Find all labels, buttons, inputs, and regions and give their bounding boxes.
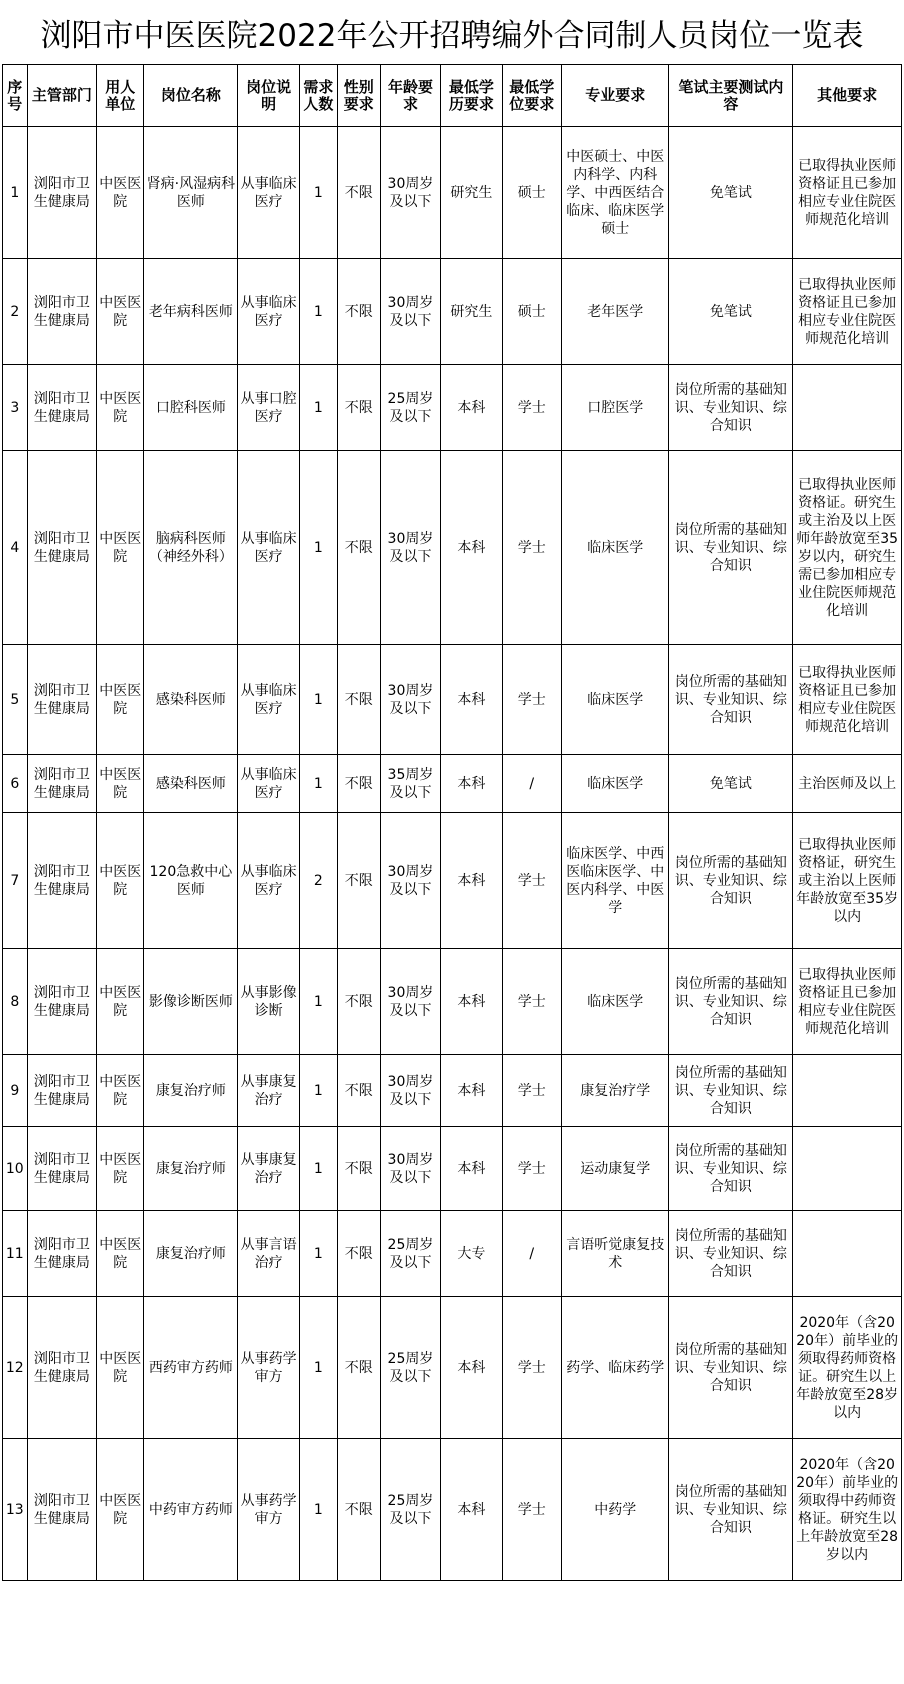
cell-other: 已取得执业医师资格证且已参加相应专业住院医师规范化培训 bbox=[793, 259, 902, 365]
cell-department: 浏阳市卫生健康局 bbox=[27, 1055, 97, 1127]
cell-major: 药学、临床药学 bbox=[561, 1297, 669, 1439]
cell-employer: 中医医院 bbox=[97, 1439, 144, 1581]
cell-degree: 学士 bbox=[502, 949, 561, 1055]
cell-degree: 学士 bbox=[502, 1439, 561, 1581]
cell-position-desc: 从事口腔医疗 bbox=[238, 365, 299, 451]
cell-education: 本科 bbox=[441, 1439, 502, 1581]
cell-department: 浏阳市卫生健康局 bbox=[27, 813, 97, 949]
cell-major: 老年医学 bbox=[561, 259, 669, 365]
cell-position-name: 120急救中心医师 bbox=[144, 813, 238, 949]
cell-headcount: 1 bbox=[299, 365, 337, 451]
cell-education: 本科 bbox=[441, 365, 502, 451]
cell-position-name: 老年病科医师 bbox=[144, 259, 238, 365]
cell-education: 本科 bbox=[441, 755, 502, 813]
cell-department: 浏阳市卫生健康局 bbox=[27, 1439, 97, 1581]
cell-index: 10 bbox=[3, 1127, 28, 1211]
cell-position-name: 影像诊断医师 bbox=[144, 949, 238, 1055]
cell-gender: 不限 bbox=[337, 451, 380, 645]
cell-employer: 中医医院 bbox=[97, 365, 144, 451]
cell-position-desc: 从事临床医疗 bbox=[238, 451, 299, 645]
cell-other: 已取得执业医师资格证且已参加相应专业住院医师规范化培训 bbox=[793, 949, 902, 1055]
cell-age: 30周岁及以下 bbox=[380, 1055, 440, 1127]
cell-age: 25周岁及以下 bbox=[380, 1211, 440, 1297]
cell-department: 浏阳市卫生健康局 bbox=[27, 1297, 97, 1439]
cell-index: 8 bbox=[3, 949, 28, 1055]
table-row bbox=[3, 813, 902, 949]
cell-major: 运动康复学 bbox=[561, 1127, 669, 1211]
cell-exam-content: 岗位所需的基础知识、专业知识、综合知识 bbox=[669, 813, 793, 949]
cell-employer: 中医医院 bbox=[97, 259, 144, 365]
cell-major: 临床医学 bbox=[561, 755, 669, 813]
cell-other: 2020年（含2020年）前毕业的须取得药师资格证。研究生以上年龄放宽至28岁以内 bbox=[793, 1297, 902, 1439]
cell-other bbox=[793, 1055, 902, 1127]
cell-education: 本科 bbox=[441, 1297, 502, 1439]
cell-index: 9 bbox=[3, 1055, 28, 1127]
cell-degree: 学士 bbox=[502, 451, 561, 645]
cell-employer: 中医医院 bbox=[97, 755, 144, 813]
cell-age: 30周岁及以下 bbox=[380, 813, 440, 949]
cell-position-desc: 从事影像诊断 bbox=[238, 949, 299, 1055]
cell-exam-content: 免笔试 bbox=[669, 127, 793, 259]
cell-age: 30周岁及以下 bbox=[380, 451, 440, 645]
header-position-desc: 岗位说明 bbox=[238, 65, 299, 127]
cell-other: 已取得执业医师资格证且已参加相应专业住院医师规范化培训 bbox=[793, 127, 902, 259]
cell-other: 主治医师及以上 bbox=[793, 755, 902, 813]
document-title: 浏阳市中医医院2022年公开招聘编外合同制人员岗位一览表 bbox=[40, 17, 864, 54]
cell-index: 13 bbox=[3, 1439, 28, 1581]
cell-position-desc: 从事临床医疗 bbox=[238, 645, 299, 755]
cell-education: 本科 bbox=[441, 645, 502, 755]
cell-employer: 中医医院 bbox=[97, 127, 144, 259]
cell-degree: 学士 bbox=[502, 365, 561, 451]
cell-gender: 不限 bbox=[337, 813, 380, 949]
cell-employer: 中医医院 bbox=[97, 813, 144, 949]
header-gender: 性别要求 bbox=[337, 65, 380, 127]
cell-position-name: 西药审方药师 bbox=[144, 1297, 238, 1439]
cell-position-name: 感染科医师 bbox=[144, 755, 238, 813]
cell-index: 11 bbox=[3, 1211, 28, 1297]
cell-position-name: 康复治疗师 bbox=[144, 1127, 238, 1211]
cell-department: 浏阳市卫生健康局 bbox=[27, 127, 97, 259]
cell-department: 浏阳市卫生健康局 bbox=[27, 755, 97, 813]
cell-degree: 学士 bbox=[502, 1127, 561, 1211]
cell-exam-content: 免笔试 bbox=[669, 755, 793, 813]
cell-age: 30周岁及以下 bbox=[380, 645, 440, 755]
table-body bbox=[3, 127, 902, 1581]
table-row bbox=[3, 259, 902, 365]
cell-department: 浏阳市卫生健康局 bbox=[27, 1211, 97, 1297]
table-row bbox=[3, 949, 902, 1055]
cell-other: 已取得执业医师资格证且已参加相应专业住院医师规范化培训 bbox=[793, 645, 902, 755]
cell-employer: 中医医院 bbox=[97, 1127, 144, 1211]
cell-index: 5 bbox=[3, 645, 28, 755]
cell-other: 2020年（含2020年）前毕业的须取得中药师资格证。研究生以上年龄放宽至28岁以内 bbox=[793, 1439, 902, 1581]
cell-education: 本科 bbox=[441, 451, 502, 645]
cell-headcount: 1 bbox=[299, 259, 337, 365]
cell-index: 7 bbox=[3, 813, 28, 949]
cell-department: 浏阳市卫生健康局 bbox=[27, 645, 97, 755]
cell-major: 口腔医学 bbox=[561, 365, 669, 451]
cell-major: 临床医学 bbox=[561, 645, 669, 755]
cell-employer: 中医医院 bbox=[97, 451, 144, 645]
cell-department: 浏阳市卫生健康局 bbox=[27, 1127, 97, 1211]
cell-other: 已取得执业医师资格证。研究生或主治及以上医师年龄放宽至35岁以内，研究生需已参加相应专业住院医师规范化培训 bbox=[793, 451, 902, 645]
cell-headcount: 1 bbox=[299, 1127, 337, 1211]
cell-age: 30周岁及以下 bbox=[380, 1127, 440, 1211]
cell-major: 康复治疗学 bbox=[561, 1055, 669, 1127]
cell-headcount: 1 bbox=[299, 127, 337, 259]
table-row bbox=[3, 1055, 902, 1127]
cell-gender: 不限 bbox=[337, 1439, 380, 1581]
cell-department: 浏阳市卫生健康局 bbox=[27, 949, 97, 1055]
table-row bbox=[3, 1211, 902, 1297]
cell-exam-content: 岗位所需的基础知识、专业知识、综合知识 bbox=[669, 1297, 793, 1439]
cell-major: 中药学 bbox=[561, 1439, 669, 1581]
cell-education: 本科 bbox=[441, 1055, 502, 1127]
cell-headcount: 1 bbox=[299, 1439, 337, 1581]
cell-other: 已取得执业医师资格证，研究生或主治以上医师年龄放宽至35岁以内 bbox=[793, 813, 902, 949]
cell-age: 30周岁及以下 bbox=[380, 949, 440, 1055]
cell-department: 浏阳市卫生健康局 bbox=[27, 365, 97, 451]
table-row bbox=[3, 755, 902, 813]
cell-headcount: 2 bbox=[299, 813, 337, 949]
cell-gender: 不限 bbox=[337, 1055, 380, 1127]
cell-position-name: 中药审方药师 bbox=[144, 1439, 238, 1581]
cell-major: 临床医学 bbox=[561, 451, 669, 645]
cell-degree: 学士 bbox=[502, 645, 561, 755]
cell-employer: 中医医院 bbox=[97, 1297, 144, 1439]
cell-headcount: 1 bbox=[299, 1055, 337, 1127]
header-headcount: 需求人数 bbox=[299, 65, 337, 127]
table-row bbox=[3, 645, 902, 755]
cell-employer: 中医医院 bbox=[97, 645, 144, 755]
cell-exam-content: 岗位所需的基础知识、专业知识、综合知识 bbox=[669, 365, 793, 451]
cell-position-name: 口腔科医师 bbox=[144, 365, 238, 451]
cell-education: 本科 bbox=[441, 949, 502, 1055]
cell-other bbox=[793, 1127, 902, 1211]
cell-education: 本科 bbox=[441, 1127, 502, 1211]
cell-position-name: 康复治疗师 bbox=[144, 1211, 238, 1297]
cell-position-desc: 从事康复治疗 bbox=[238, 1055, 299, 1127]
cell-index: 6 bbox=[3, 755, 28, 813]
cell-index: 2 bbox=[3, 259, 28, 365]
cell-headcount: 1 bbox=[299, 451, 337, 645]
cell-position-desc: 从事临床医疗 bbox=[238, 813, 299, 949]
cell-exam-content: 岗位所需的基础知识、专业知识、综合知识 bbox=[669, 1439, 793, 1581]
cell-age: 35周岁及以下 bbox=[380, 755, 440, 813]
cell-employer: 中医医院 bbox=[97, 949, 144, 1055]
cell-education: 本科 bbox=[441, 813, 502, 949]
cell-major: 言语听觉康复技术 bbox=[561, 1211, 669, 1297]
cell-position-name: 康复治疗师 bbox=[144, 1055, 238, 1127]
cell-age: 30周岁及以下 bbox=[380, 259, 440, 365]
table-row bbox=[3, 365, 902, 451]
cell-exam-content: 岗位所需的基础知识、专业知识、综合知识 bbox=[669, 949, 793, 1055]
cell-index: 3 bbox=[3, 365, 28, 451]
cell-position-desc: 从事临床医疗 bbox=[238, 755, 299, 813]
cell-gender: 不限 bbox=[337, 127, 380, 259]
positions-table bbox=[2, 64, 902, 1581]
cell-gender: 不限 bbox=[337, 755, 380, 813]
cell-age: 25周岁及以下 bbox=[380, 1439, 440, 1581]
cell-exam-content: 岗位所需的基础知识、专业知识、综合知识 bbox=[669, 645, 793, 755]
header-exam-content: 笔试主要测试内容 bbox=[669, 65, 793, 127]
cell-major: 临床医学、中西医临床医学、中医内科学、中医学 bbox=[561, 813, 669, 949]
cell-position-name: 肾病·风湿病科医师 bbox=[144, 127, 238, 259]
cell-department: 浏阳市卫生健康局 bbox=[27, 259, 97, 365]
cell-position-desc: 从事药学审方 bbox=[238, 1297, 299, 1439]
cell-gender: 不限 bbox=[337, 259, 380, 365]
cell-employer: 中医医院 bbox=[97, 1055, 144, 1127]
cell-headcount: 1 bbox=[299, 1211, 337, 1297]
cell-exam-content: 免笔试 bbox=[669, 259, 793, 365]
header-major: 专业要求 bbox=[561, 65, 669, 127]
table-header-row bbox=[3, 65, 902, 127]
cell-employer: 中医医院 bbox=[97, 1211, 144, 1297]
cell-position-name: 脑病科医师（神经外科） bbox=[144, 451, 238, 645]
cell-major: 中医硕士、中医内科学、内科学、中西医结合临床、临床医学硕士 bbox=[561, 127, 669, 259]
cell-degree: / bbox=[502, 1211, 561, 1297]
cell-exam-content: 岗位所需的基础知识、专业知识、综合知识 bbox=[669, 1211, 793, 1297]
cell-position-desc: 从事康复治疗 bbox=[238, 1127, 299, 1211]
cell-gender: 不限 bbox=[337, 645, 380, 755]
cell-gender: 不限 bbox=[337, 1127, 380, 1211]
table-row bbox=[3, 1127, 902, 1211]
cell-degree: 硕士 bbox=[502, 127, 561, 259]
cell-degree: / bbox=[502, 755, 561, 813]
header-index: 序号 bbox=[3, 65, 28, 127]
cell-index: 4 bbox=[3, 451, 28, 645]
cell-age: 25周岁及以下 bbox=[380, 1297, 440, 1439]
cell-department: 浏阳市卫生健康局 bbox=[27, 451, 97, 645]
cell-exam-content: 岗位所需的基础知识、专业知识、综合知识 bbox=[669, 1127, 793, 1211]
table-row bbox=[3, 1439, 902, 1581]
cell-position-desc: 从事言语治疗 bbox=[238, 1211, 299, 1297]
cell-education: 研究生 bbox=[441, 127, 502, 259]
cell-degree: 学士 bbox=[502, 1297, 561, 1439]
cell-position-desc: 从事药学审方 bbox=[238, 1439, 299, 1581]
cell-education: 研究生 bbox=[441, 259, 502, 365]
cell-gender: 不限 bbox=[337, 1211, 380, 1297]
header-degree: 最低学位要求 bbox=[502, 65, 561, 127]
header-other: 其他要求 bbox=[793, 65, 902, 127]
cell-degree: 学士 bbox=[502, 1055, 561, 1127]
cell-exam-content: 岗位所需的基础知识、专业知识、综合知识 bbox=[669, 451, 793, 645]
cell-position-desc: 从事临床医疗 bbox=[238, 259, 299, 365]
cell-other bbox=[793, 1211, 902, 1297]
header-employer: 用人单位 bbox=[97, 65, 144, 127]
cell-headcount: 1 bbox=[299, 1297, 337, 1439]
cell-gender: 不限 bbox=[337, 949, 380, 1055]
cell-index: 1 bbox=[3, 127, 28, 259]
header-age: 年龄要求 bbox=[380, 65, 440, 127]
cell-age: 30周岁及以下 bbox=[380, 127, 440, 259]
header-education: 最低学历要求 bbox=[441, 65, 502, 127]
table-row bbox=[3, 451, 902, 645]
cell-index: 12 bbox=[3, 1297, 28, 1439]
cell-degree: 硕士 bbox=[502, 259, 561, 365]
cell-age: 25周岁及以下 bbox=[380, 365, 440, 451]
cell-exam-content: 岗位所需的基础知识、专业知识、综合知识 bbox=[669, 1055, 793, 1127]
cell-headcount: 1 bbox=[299, 755, 337, 813]
cell-gender: 不限 bbox=[337, 365, 380, 451]
table-row bbox=[3, 127, 902, 259]
cell-position-name: 感染科医师 bbox=[144, 645, 238, 755]
cell-position-desc: 从事临床医疗 bbox=[238, 127, 299, 259]
cell-major: 临床医学 bbox=[561, 949, 669, 1055]
cell-education: 大专 bbox=[441, 1211, 502, 1297]
cell-headcount: 1 bbox=[299, 645, 337, 755]
cell-degree: 学士 bbox=[502, 813, 561, 949]
cell-other bbox=[793, 365, 902, 451]
cell-gender: 不限 bbox=[337, 1297, 380, 1439]
header-position-name: 岗位名称 bbox=[144, 65, 238, 127]
table-row bbox=[3, 1297, 902, 1439]
header-department: 主管部门 bbox=[27, 65, 97, 127]
cell-headcount: 1 bbox=[299, 949, 337, 1055]
